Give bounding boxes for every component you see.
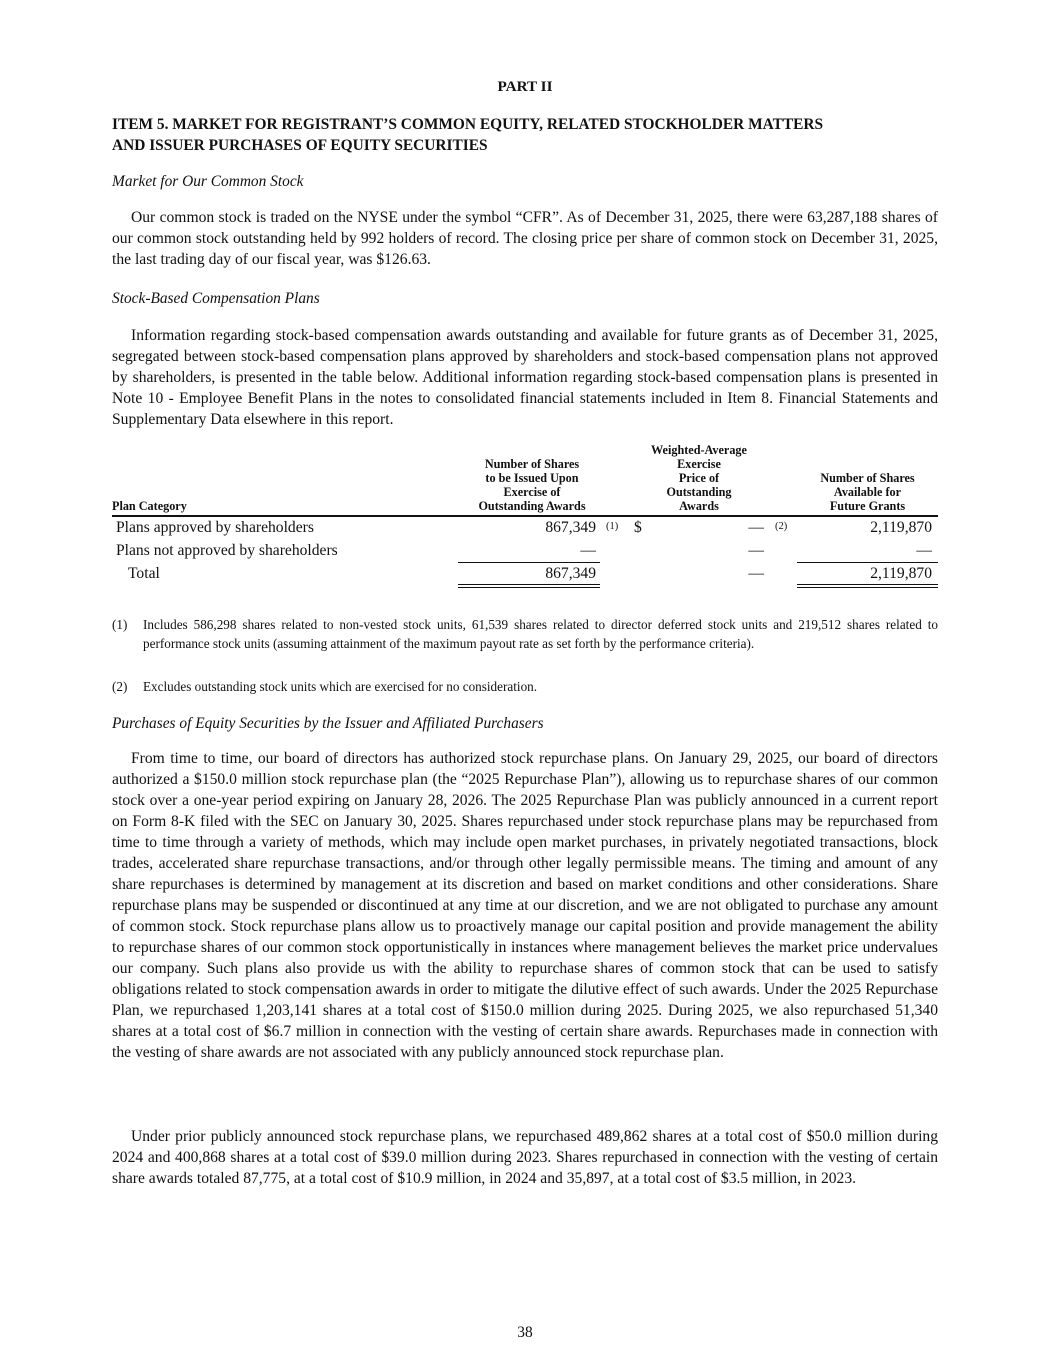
item-title [112,114,938,156]
compensation-heading: Stock-Based Compensation Plans [112,290,320,307]
footnote-ref-2: (2) [775,521,788,532]
row-approved-available: 2,119,870 [870,519,932,536]
row-total-price: — [748,565,764,582]
total-double-rule-available [797,584,938,588]
footnote-2-text: Excludes outstanding stock units which are exercised for no consideration. [143,679,538,694]
header-price-line: Exercise [677,457,721,471]
part-title: PART II [497,78,553,95]
row-label-approved: Plans approved by shareholders [116,519,314,536]
compensation-paragraph-text: Information regarding stock-based compensation awards outstanding and available for future grants as of December 31, 2025, segregated between stock-based compensation plans approved by shareholders and stock-based compensation plans not approved by shareholders, is presented in the table below. Additional information regarding stock-based compensation plans is presented in Note 10 - Employee Benefit Plans in the notes to consolidated financial statements included in Item 8. Financial Statements and Supplementary Data elsewhere in this report. [112,327,938,428]
item-title-line-2: AND ISSUER PURCHASES OF EQUITY SECURITIES [112,137,488,154]
footnote-1-text: Includes 586,298 shares related to non-vested stock units, 61,539 shares related to director deferred stock units and 219,512 shares related to performance stock units (assuming attainment of the maximum payout rate as set forth by the performance criteria). [143,617,938,651]
footnote-ref-1: (1) [606,521,619,532]
header-available-line: Number of Shares [820,471,915,485]
purchases-heading: Purchases of Equity Securities by the Issuer and Affiliated Purchasers [112,715,544,732]
header-shares-issued-line: Exercise of [503,485,561,499]
currency-symbol: $ [634,519,642,536]
row-approved-shares-issued: 867,349 [545,519,596,536]
header-price-line: Price of [678,471,720,485]
header-price-line: Awards [679,499,719,513]
header-weighted-average-price [626,443,772,513]
header-plan-category: Plan Category [112,499,187,513]
row-total-available: 2,119,870 [870,565,932,582]
compensation-paragraph [112,325,938,430]
header-available-line: Available for [833,485,902,499]
footnote-2 [112,678,938,697]
row-not-approved-price: — [748,542,764,559]
header-shares-issued-line: to be Issued Upon [485,471,579,485]
header-shares-issued-line: Number of Shares [484,457,580,471]
purchases-paragraph-1 [112,748,938,1063]
market-heading: Market for Our Common Stock [112,173,304,190]
purchases-paragraph-2-text: Under prior publicly announced stock repurchase plans, we repurchased 489,862 shares at a total cost of $50.0 million during 2024 and 400,868 shares at a total cost of $39.0 million during 2023. Shares repurchased in connection with the vesting of certain share awards totaled 87,775, at a total cost of $10.9 million, in 2024 and 35,897, at a total cost of $3.5 million, in 2023. [112,1128,938,1187]
header-shares-issued [458,457,606,513]
row-not-approved-shares-issued: — [580,542,596,559]
footnote-1-marker: (1) [112,617,128,632]
header-available-line: Future Grants [829,499,906,513]
header-price-line: Weighted-Average [651,443,747,457]
row-approved-price: — [748,519,764,536]
header-shares-issued-line: Outstanding Awards [478,499,586,513]
page-number: 38 [517,1324,533,1341]
header-price-line: Outstanding [666,485,732,499]
row-not-approved-available: — [916,542,932,559]
item-title-line-1: ITEM 5. MARKET FOR REGISTRANT’S COMMON EQUITY, RELATED STOCKHOLDER MATTERS [112,116,824,133]
footnote-1 [112,616,938,653]
footnote-2-marker: (2) [112,679,128,694]
purchases-paragraph-1-text: From time to time, our board of directors has authorized stock repurchase plans. On January 29, 2025, our board of directors authorized a $150.0 million stock repurchase plan (the “2025 Repurchase Plan”), allowing us to repurchase shares of our common stock over a one-year period expiring on January 28, 2026. The 2025 Repurchase Plan was publicly announced in a current report on Form 8-K filed with the SEC on January 30, 2025. Shares repurchased under stock repurchase plans may be repurchased from time to time through a variety of methods, which may include open market purchases, in privately negotiated transactions, block trades, accelerated share repurchase transactions, and/or through other legally permissible means. The timing and amount of any share repurchases is determined by management at its discretion and based on market conditions and other considerations. Share repurchase plans may be suspended or discontinued at any time at our discretion, and we are not obligated to purchase any amount of common stock. Stock repurchase plans allow us to proactively manage our capital position and provide management the ability to repurchase shares of our common stock opportunistically in instances where management believes the market price undervalues our company. Such plans also provide us with the ability to repurchase shares of common stock that can be used to satisfy obligations related to stock compensation awards in order to mitigate the dilutive effect of such awards. Under the 2025 Repurchase Plan, we repurchased 1,203,141 shares at a total cost of $150.0 million during 2025. During 2025, we also repurchased 51,340 shares at a total cost of $6.7 million in connection with the vesting of certain share awards. Repurchases made in connection with the vesting of share awards are not associated with any publicly announced stock repurchase plan. [112,750,938,1061]
row-label-not-approved: Plans not approved by shareholders [116,542,338,559]
header-shares-available [797,471,938,513]
market-paragraph [112,207,938,270]
market-paragraph-text: Our common stock is traded on the NYSE under the symbol “CFR”. As of December 31, 2025, there were 63,287,188 shares of our common stock outstanding held by 992 holders of record. The closing price per share of common stock on December 31, 2025, the last trading day of our fiscal year, was $126.63. [112,209,938,268]
total-double-rule-shares [458,584,600,588]
row-total-shares-issued: 867,349 [545,565,596,582]
row-label-total: Total [128,565,160,582]
purchases-paragraph-2 [112,1126,938,1189]
